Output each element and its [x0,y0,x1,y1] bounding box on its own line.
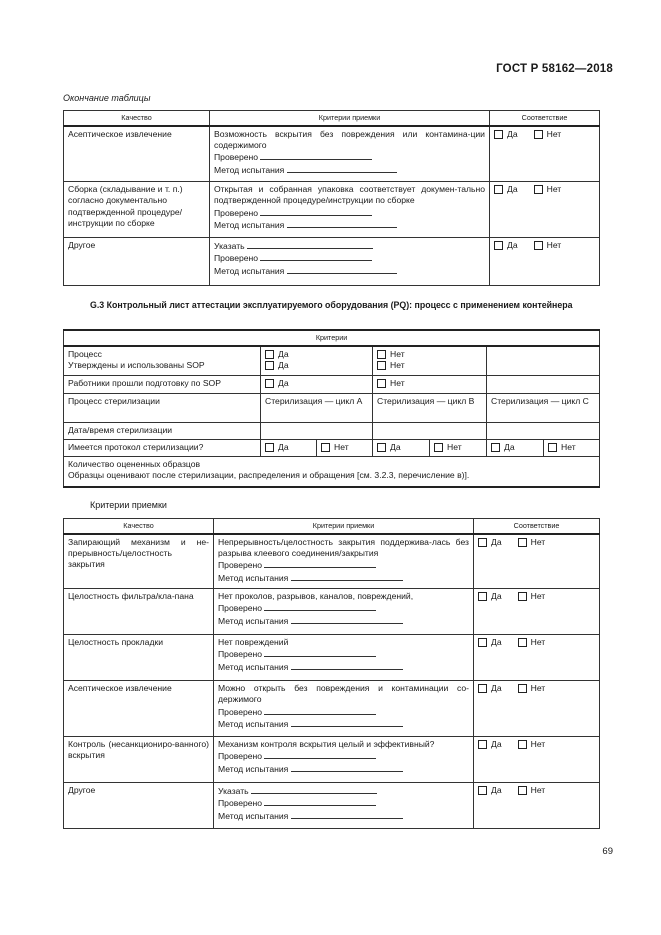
process-yes-checkbox[interactable] [265,350,274,359]
checked-blank[interactable] [260,151,372,160]
compliance-cell [474,681,600,737]
table-caption: Окончание таблицы [63,93,151,103]
yes-label: Да [491,591,502,601]
datetime-a-input[interactable] [261,423,373,440]
trained-no-checkbox[interactable] [377,379,386,388]
column-header-criteria: Критерии приемки [214,519,474,534]
criteria-text: Нет повреждений [218,637,289,647]
datetime-b-input[interactable] [373,423,487,440]
column-header-criteria: Критерии приемки [210,111,490,126]
compliance-cell [474,783,600,829]
method-label: Метод испытания [214,265,285,276]
criteria-text: Возможность вскрытия без повреждения или контамина-ции содержимого [214,128,485,150]
criteria-text: Открытая и собранная упаковка соответствует докумен-тально подтвержденной процедуре/инструкции по сборке [214,184,485,206]
column-header-quality: Качество [64,111,210,126]
yes-label: Да [278,348,289,359]
protocol-c-yes-checkbox[interactable] [491,443,500,452]
checked-blank[interactable] [260,207,372,216]
table-row [64,534,600,589]
no-label: Нет [447,442,462,452]
no-label: Нет [546,240,562,250]
sterilization-process-label: Процесс стерилизации [64,394,261,423]
acceptance-criteria-label: Критерии приемки [90,500,167,510]
method-label: Метод испытания [214,164,285,175]
table-row [64,126,600,182]
no-cell [373,346,487,376]
criteria-text: Нет проколов, разрывов, каналов, повреждений, [218,591,414,601]
method-blank[interactable] [287,265,397,274]
quality-cell: Другое [64,783,214,829]
yes-checkbox[interactable] [478,592,487,601]
yes-checkbox[interactable] [478,740,487,749]
checked-blank[interactable] [264,797,376,806]
no-checkbox[interactable] [518,592,527,601]
yes-label: Да [491,785,502,795]
section-title: G.3 Контрольный лист аттестации эксплуатируемого оборудования (PQ): процесс с применением контейнера [90,300,573,310]
no-label: Нет [561,442,576,452]
yes-label: Да [491,739,502,749]
yes-checkbox[interactable] [478,638,487,647]
specify-label: Указать [214,241,245,251]
no-checkbox[interactable] [518,740,527,749]
no-cell [317,440,373,457]
no-cell [544,440,600,457]
quality-cell: Асептическое извлечение [64,681,214,737]
method-label: Метод испытания [218,719,289,730]
no-checkbox[interactable] [534,130,543,139]
datetime-c-input[interactable] [487,423,600,440]
process-label: Процесс [68,348,102,359]
no-label: Нет [530,683,546,693]
cycle-a-cell: Стерилизация — цикл А [261,394,373,423]
yes-label: Да [278,442,289,452]
checked-label: Проверено [218,751,263,762]
no-checkbox[interactable] [518,638,527,647]
quality-cell: Другое [64,238,210,286]
yes-label: Да [491,536,502,547]
criteria-text: Можно открыть без повреждения и контаминации со-держимого [218,683,469,705]
samples-count-label: Количество оцененных образцов [68,459,201,469]
compliance-cell [490,126,600,182]
table-row [64,182,600,238]
samples-note: Образцы оценивают после стерилизации, распределения и обращения [см. 3.2.3, перечисление в)]. [68,470,470,481]
empty-cell [487,376,600,394]
yes-checkbox[interactable] [494,185,503,194]
compliance-cell [490,182,600,238]
method-label: Метод испытания [214,220,285,231]
yes-label: Да [507,128,518,139]
criteria-header: Критерии [64,330,600,346]
protocol-b-no-checkbox[interactable] [434,443,443,452]
no-checkbox[interactable] [518,538,527,547]
criteria-cell [214,534,474,589]
yes-label: Да [491,637,502,647]
column-header-quality: Качество [64,519,214,534]
process-no-checkbox[interactable] [377,350,386,359]
method-blank[interactable] [287,219,397,228]
method-blank[interactable] [291,763,403,772]
no-label: Нет [546,128,562,139]
yes-checkbox[interactable] [478,538,487,547]
yes-cell [261,346,373,376]
yes-checkbox[interactable] [494,241,503,250]
quality-cell: Запирающий механизм и не-прерывность/целостность закрытия [64,534,214,589]
no-checkbox[interactable] [534,241,543,250]
no-label: Нет [530,591,546,601]
checked-blank[interactable] [264,559,376,568]
no-label: Нет [390,359,405,370]
yes-label: Да [278,378,289,388]
compliance-cell [474,635,600,681]
no-label: Нет [390,348,405,359]
no-label: Нет [530,739,546,749]
checked-label: Проверено [214,152,259,163]
protocol-label: Имеется протокол стерилизации? [64,440,261,457]
no-checkbox[interactable] [518,684,527,693]
checked-blank[interactable] [264,750,376,759]
yes-cell [261,376,373,394]
criteria-cell [214,635,474,681]
yes-label: Да [504,442,515,452]
trained-label: Работники прошли подготовку по SOP [64,376,261,394]
no-label: Нет [530,536,546,547]
acceptance-table-continued [63,110,600,286]
table-row [64,635,600,681]
yes-cell [487,440,544,457]
quality-cell: Целостность фильтра/кла-пана [64,589,214,635]
table-row [64,681,600,737]
criteria-text: Механизм контроля вскрытия целый и эффективный? [218,739,435,749]
checked-blank[interactable] [260,252,372,261]
yes-cell [261,440,317,457]
yes-label: Да [390,442,401,452]
cycle-b-cell: Стерилизация — цикл В [373,394,487,423]
criteria-cell [210,238,490,286]
no-cell [373,376,487,394]
yes-label: Да [491,683,502,693]
compliance-cell [474,737,600,783]
trained-yes-checkbox[interactable] [265,379,274,388]
datetime-label: Дата/время стерилизации [64,423,261,440]
specify-blank[interactable] [247,240,373,249]
compliance-cell [474,534,600,589]
method-label: Метод испытания [218,763,289,774]
process-cell [64,346,261,376]
method-blank[interactable] [291,661,403,670]
yes-label: Да [507,184,518,194]
specify-blank[interactable] [251,785,377,794]
method-blank[interactable] [291,810,403,819]
compliance-cell [490,238,600,286]
method-label: Метод испытания [218,810,289,821]
samples-cell [64,457,600,487]
criteria-cell [214,783,474,829]
sop-no-checkbox[interactable] [377,361,386,370]
no-label: Нет [530,637,546,647]
protocol-b-yes-checkbox[interactable] [377,443,386,452]
quality-cell: Асептическое извлечение [64,126,210,182]
no-checkbox[interactable] [518,786,527,795]
table-row [64,589,600,635]
method-label: Метод испытания [218,615,289,626]
checked-label: Проверено [218,603,263,614]
no-cell [430,440,487,457]
criteria-cell [210,126,490,182]
column-header-compliance: Соответствие [490,111,600,126]
criteria-cell [210,182,490,238]
specify-label: Указать [218,786,249,796]
criteria-text: Непрерывность/целостность закрытия поддержива-лась без разрыва клеевого соединения/закрытия [218,536,469,558]
method-blank[interactable] [291,718,403,727]
criteria-cell [214,681,474,737]
yes-checkbox[interactable] [494,130,503,139]
protocol-a-no-checkbox[interactable] [321,443,330,452]
column-header-compliance: Соответствие [474,519,600,534]
quality-cell: Целостность прокладки [64,635,214,681]
no-label: Нет [390,378,405,388]
table-row [64,737,600,783]
no-label: Нет [334,442,349,452]
method-blank[interactable] [287,164,397,173]
sop-label: Утверждены и использованы SOP [68,359,205,370]
criteria-cell [214,589,474,635]
method-blank[interactable] [291,615,403,624]
checked-blank[interactable] [264,706,376,715]
table-row [64,238,600,286]
criteria-cell [214,737,474,783]
page-number: 69 [602,846,613,857]
protocol-c-no-checkbox[interactable] [548,443,557,452]
empty-cell [487,346,600,376]
quality-cell: Сборка (складывание и т. п.) согласно документально подтвержденной процедуре/ инструкции по сборке [64,182,210,238]
checked-label: Проверено [218,706,263,717]
method-blank[interactable] [291,572,403,581]
no-checkbox[interactable] [534,185,543,194]
acceptance-criteria-table [63,518,600,829]
checked-blank[interactable] [264,602,376,611]
yes-checkbox[interactable] [478,684,487,693]
yes-cell [373,440,430,457]
standard-designation: ГОСТ Р 58162—2018 [496,63,613,75]
pq-checklist-table [63,329,600,488]
no-label: Нет [530,785,546,795]
protocol-a-yes-checkbox[interactable] [265,443,274,452]
quality-cell: Контроль (несанкциониро-ванного) вскрытия [64,737,214,783]
checked-label: Проверено [218,560,263,571]
yes-label: Да [278,359,289,370]
yes-checkbox[interactable] [478,786,487,795]
table-row [64,783,600,829]
method-label: Метод испытания [218,661,289,672]
checked-blank[interactable] [264,648,376,657]
checked-label: Проверено [218,798,263,809]
method-label: Метод испытания [218,572,289,583]
checked-label: Проверено [214,253,259,264]
compliance-cell [474,589,600,635]
checked-label: Проверено [214,207,259,218]
cycle-c-cell: Стерилизация — цикл С [487,394,600,423]
no-label: Нет [546,184,562,194]
yes-label: Да [507,240,518,250]
sop-yes-checkbox[interactable] [265,361,274,370]
checked-label: Проверено [218,649,263,660]
